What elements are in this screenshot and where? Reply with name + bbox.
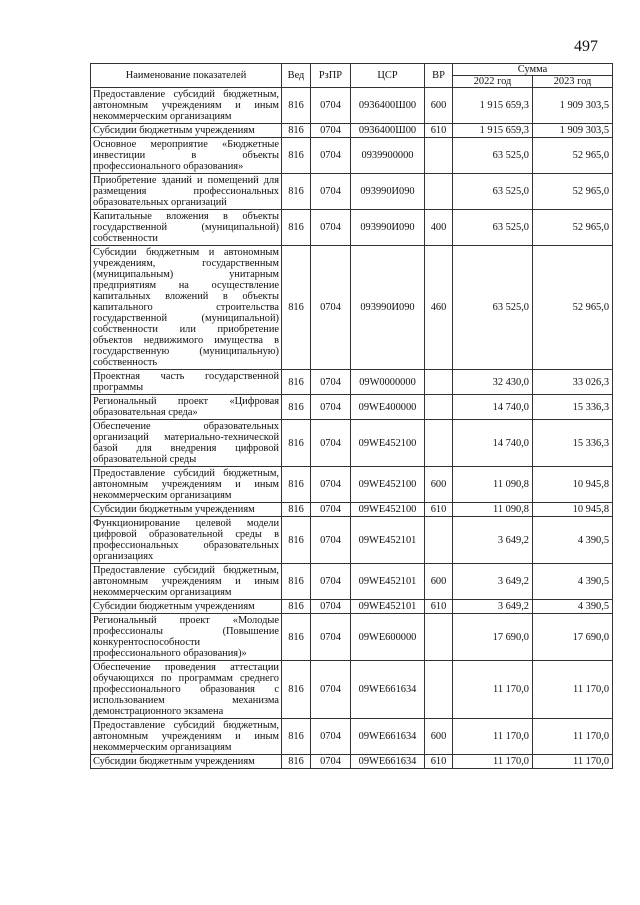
cell-ved: 816 [282, 210, 311, 246]
table-row [91, 138, 613, 174]
cell-ved: 816 [282, 467, 311, 503]
cell-2023: 11 170,0 [533, 719, 613, 755]
cell-vr [425, 420, 453, 467]
cell-csr: 09W0000000 [351, 370, 425, 395]
cell-csr: 0939900000 [351, 138, 425, 174]
page-number: 497 [574, 38, 598, 55]
cell-ved: 816 [282, 614, 311, 661]
cell-rzpr: 0704 [311, 395, 351, 420]
cell-2023: 52 965,0 [533, 246, 613, 370]
table-row [91, 88, 613, 124]
cell-csr: 09WE452100 [351, 503, 425, 517]
cell-vr [425, 370, 453, 395]
cell-2022: 17 690,0 [453, 614, 533, 661]
cell-csr: 09WE452101 [351, 564, 425, 600]
cell-vr: 610 [425, 755, 453, 769]
cell-csr: 09WE452101 [351, 600, 425, 614]
cell-2022: 63 525,0 [453, 138, 533, 174]
cell-2023: 11 170,0 [533, 661, 613, 719]
cell-ved: 816 [282, 124, 311, 138]
table-row [91, 370, 613, 395]
budget-table [90, 63, 613, 769]
cell-csr: 093990И090 [351, 210, 425, 246]
header-rzpr: РзПР [311, 64, 351, 88]
cell-ved: 816 [282, 600, 311, 614]
cell-name: Приобретение зданий и помещений для размещения профессиональных образовательных организаций [91, 174, 282, 210]
cell-ved: 816 [282, 661, 311, 719]
cell-rzpr: 0704 [311, 88, 351, 124]
cell-2022: 32 430,0 [453, 370, 533, 395]
cell-rzpr: 0704 [311, 210, 351, 246]
cell-csr: 093990И090 [351, 174, 425, 210]
cell-name: Субсидии бюджетным и автономным учреждениям, государственным (муниципальным) унитарным предприятиям на осуществление капитальных вложений в объекты капитального строительства государственной (муниципальной) собственности или приобретение объектов недвижимого имущества в государственную (муниципальную) собственность [91, 246, 282, 370]
cell-rzpr: 0704 [311, 174, 351, 210]
cell-ved: 816 [282, 420, 311, 467]
cell-ved: 816 [282, 395, 311, 420]
cell-vr: 400 [425, 210, 453, 246]
cell-2023: 52 965,0 [533, 174, 613, 210]
cell-name: Субсидии бюджетным учреждениям [91, 755, 282, 769]
cell-name: Региональный проект «Молодые профессионалы (Повышение конкурентоспособности профессионального образования)» [91, 614, 282, 661]
cell-csr: 09WE600000 [351, 614, 425, 661]
cell-rzpr: 0704 [311, 600, 351, 614]
cell-2022: 11 090,8 [453, 467, 533, 503]
header-name: Наименование показателей [91, 64, 282, 88]
cell-name: Предоставление субсидий бюджетным, автономным учреждениям и иным некоммерческим организациям [91, 467, 282, 503]
cell-name: Обеспечение проведения аттестации обучающихся по программам среднего профессионального образования с использованием механизма демонстрационного экзамена [91, 661, 282, 719]
cell-csr: 0936400Ш00 [351, 124, 425, 138]
table-row [91, 755, 613, 769]
table-row [91, 564, 613, 600]
cell-ved: 816 [282, 370, 311, 395]
cell-name: Субсидии бюджетным учреждениям [91, 600, 282, 614]
cell-rzpr: 0704 [311, 564, 351, 600]
cell-2023: 10 945,8 [533, 503, 613, 517]
cell-2022: 11 090,8 [453, 503, 533, 517]
cell-name: Проектная часть государственной программы [91, 370, 282, 395]
table-body [91, 88, 613, 769]
cell-name: Субсидии бюджетным учреждениям [91, 124, 282, 138]
table-row [91, 600, 613, 614]
cell-2023: 4 390,5 [533, 517, 613, 564]
cell-2023: 15 336,3 [533, 420, 613, 467]
table-row [91, 124, 613, 138]
cell-ved: 816 [282, 174, 311, 210]
table-row [91, 503, 613, 517]
cell-vr: 610 [425, 503, 453, 517]
header-year-2022: 2022 год [453, 76, 533, 88]
table-row [91, 661, 613, 719]
cell-ved: 816 [282, 517, 311, 564]
table-row [91, 467, 613, 503]
cell-vr [425, 174, 453, 210]
cell-name: Субсидии бюджетным учреждениям [91, 503, 282, 517]
cell-ved: 816 [282, 564, 311, 600]
cell-name: Обеспечение образовательных организаций материально-технической базой для внедрения цифровой образовательной среды [91, 420, 282, 467]
cell-vr: 600 [425, 719, 453, 755]
cell-csr: 0936400Ш00 [351, 88, 425, 124]
cell-2022: 14 740,0 [453, 395, 533, 420]
cell-2022: 11 170,0 [453, 755, 533, 769]
cell-2023: 1 909 303,5 [533, 88, 613, 124]
cell-2023: 33 026,3 [533, 370, 613, 395]
cell-rzpr: 0704 [311, 661, 351, 719]
cell-vr: 610 [425, 124, 453, 138]
cell-name: Капитальные вложения в объекты государственной (муниципальной) собственности [91, 210, 282, 246]
cell-2022: 11 170,0 [453, 661, 533, 719]
table-row [91, 517, 613, 564]
cell-2022: 63 525,0 [453, 174, 533, 210]
cell-2023: 4 390,5 [533, 600, 613, 614]
header-ved: Вед [282, 64, 311, 88]
cell-name: Предоставление субсидий бюджетным, автономным учреждениям и иным некоммерческим организациям [91, 564, 282, 600]
cell-2022: 63 525,0 [453, 210, 533, 246]
table-row [91, 420, 613, 467]
cell-csr: 09WE452100 [351, 420, 425, 467]
cell-2023: 1 909 303,5 [533, 124, 613, 138]
cell-2023: 52 965,0 [533, 138, 613, 174]
cell-ved: 816 [282, 88, 311, 124]
table-row [91, 614, 613, 661]
cell-ved: 816 [282, 503, 311, 517]
cell-2022: 3 649,2 [453, 600, 533, 614]
cell-rzpr: 0704 [311, 503, 351, 517]
cell-csr: 09WE661634 [351, 755, 425, 769]
cell-name: Региональный проект «Цифровая образовательная среда» [91, 395, 282, 420]
table-row [91, 174, 613, 210]
cell-2022: 3 649,2 [453, 517, 533, 564]
cell-rzpr: 0704 [311, 246, 351, 370]
cell-csr: 09WE661634 [351, 661, 425, 719]
cell-rzpr: 0704 [311, 719, 351, 755]
cell-2023: 10 945,8 [533, 467, 613, 503]
cell-ved: 816 [282, 755, 311, 769]
cell-2022: 63 525,0 [453, 246, 533, 370]
cell-vr [425, 395, 453, 420]
cell-csr: 09WE400000 [351, 395, 425, 420]
cell-2023: 4 390,5 [533, 564, 613, 600]
cell-2022: 1 915 659,3 [453, 88, 533, 124]
cell-name: Функционирование целевой модели цифровой образовательной среды в профессиональных образовательных организациях [91, 517, 282, 564]
cell-rzpr: 0704 [311, 517, 351, 564]
cell-vr [425, 138, 453, 174]
cell-vr: 460 [425, 246, 453, 370]
cell-rzpr: 0704 [311, 138, 351, 174]
cell-csr: 093990И090 [351, 246, 425, 370]
table-row [91, 395, 613, 420]
cell-csr: 09WE661634 [351, 719, 425, 755]
cell-ved: 816 [282, 138, 311, 174]
cell-rzpr: 0704 [311, 614, 351, 661]
cell-rzpr: 0704 [311, 467, 351, 503]
cell-rzpr: 0704 [311, 755, 351, 769]
table-row [91, 246, 613, 370]
cell-2022: 3 649,2 [453, 564, 533, 600]
cell-ved: 816 [282, 719, 311, 755]
cell-csr: 09WE452101 [351, 517, 425, 564]
cell-vr: 610 [425, 600, 453, 614]
table-row [91, 719, 613, 755]
cell-2023: 17 690,0 [533, 614, 613, 661]
header-sum: Сумма [453, 64, 613, 76]
cell-ved: 816 [282, 246, 311, 370]
header-vr: ВР [425, 64, 453, 88]
cell-2022: 1 915 659,3 [453, 124, 533, 138]
cell-rzpr: 0704 [311, 370, 351, 395]
cell-vr [425, 517, 453, 564]
cell-2023: 11 170,0 [533, 755, 613, 769]
cell-vr: 600 [425, 564, 453, 600]
header-year-2023: 2023 год [533, 76, 613, 88]
cell-rzpr: 0704 [311, 124, 351, 138]
table-row [91, 210, 613, 246]
cell-2023: 52 965,0 [533, 210, 613, 246]
cell-csr: 09WE452100 [351, 467, 425, 503]
cell-vr [425, 614, 453, 661]
cell-vr: 600 [425, 467, 453, 503]
cell-2022: 11 170,0 [453, 719, 533, 755]
cell-rzpr: 0704 [311, 420, 351, 467]
cell-2022: 14 740,0 [453, 420, 533, 467]
cell-vr: 600 [425, 88, 453, 124]
cell-name: Предоставление субсидий бюджетным, автономным учреждениям и иным некоммерческим организациям [91, 88, 282, 124]
header-csr: ЦСР [351, 64, 425, 88]
cell-vr [425, 661, 453, 719]
cell-name: Предоставление субсидий бюджетным, автономным учреждениям и иным некоммерческим организациям [91, 719, 282, 755]
cell-name: Основное мероприятие «Бюджетные инвестиции в объекты профессионального образования» [91, 138, 282, 174]
cell-2023: 15 336,3 [533, 395, 613, 420]
